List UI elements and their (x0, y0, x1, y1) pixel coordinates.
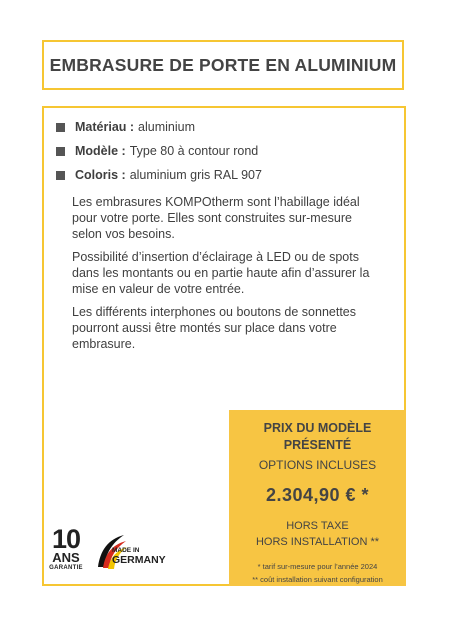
warranty-number: 10 (51, 524, 81, 554)
spec-label: Matériau : (75, 120, 135, 134)
tax-info (229, 518, 406, 550)
germany-label: GERMANY (112, 554, 166, 566)
warranty-badge (46, 524, 86, 572)
options-included: OPTIONS INCLUSES (258, 458, 377, 472)
note-tarif: * tarif sur-mesure pour l’année 2024 (257, 562, 378, 571)
price-box (229, 410, 406, 586)
description-paragraph: Les embrasures KOMPOtherm sont l’habillage idéal pour votre porte. Elles sont construites sur-mesure selon vos besoins. (72, 195, 360, 241)
led-paragraph: Possibilité d’insertion d’éclairage à LED ou de spots dans les montants ou en partie haute afin d’assurer la mise en valeur de votre entrée. (72, 250, 370, 296)
square-bullet-icon (56, 171, 65, 180)
price-title (229, 420, 406, 454)
square-bullet-icon (56, 147, 65, 156)
title-box (42, 40, 404, 90)
tax-label: HORS TAXE (286, 520, 349, 532)
spec-color (56, 168, 262, 182)
price-notes (229, 560, 406, 586)
installation-label: HORS INSTALLATION ** (255, 536, 380, 548)
price-value: 2.304,90 € * (265, 485, 370, 505)
spec-value: aluminium gris RAL 907 (129, 168, 262, 182)
note-installation: ** coût installation suivant configuration (252, 575, 383, 584)
spec-model (56, 144, 258, 158)
interphone-paragraph: Les différents interphones ou boutons de sonnettes pourront aussi être montés sur place dans votre embrasure. (72, 305, 357, 351)
price-title-line1: PRIX DU MODÈLE (263, 421, 372, 435)
spec-label: Modèle : (75, 144, 126, 158)
spec-value: Type 80 à contour rond (129, 144, 259, 158)
spec-label: Coloris : (75, 168, 126, 182)
square-bullet-icon (56, 123, 65, 132)
spec-value: aluminium (138, 120, 196, 134)
price-title-line2: PRÉSENTÉ (283, 438, 352, 452)
made-in-germany-badge (94, 533, 164, 573)
page-title: EMBRASURE DE PORTE EN ALUMINIUM (49, 54, 397, 75)
warranty-unit: ANS (52, 550, 80, 565)
made-in-label: MADE IN (112, 547, 140, 554)
warranty-label: GARANTIE (49, 565, 83, 571)
spec-material (56, 120, 195, 134)
